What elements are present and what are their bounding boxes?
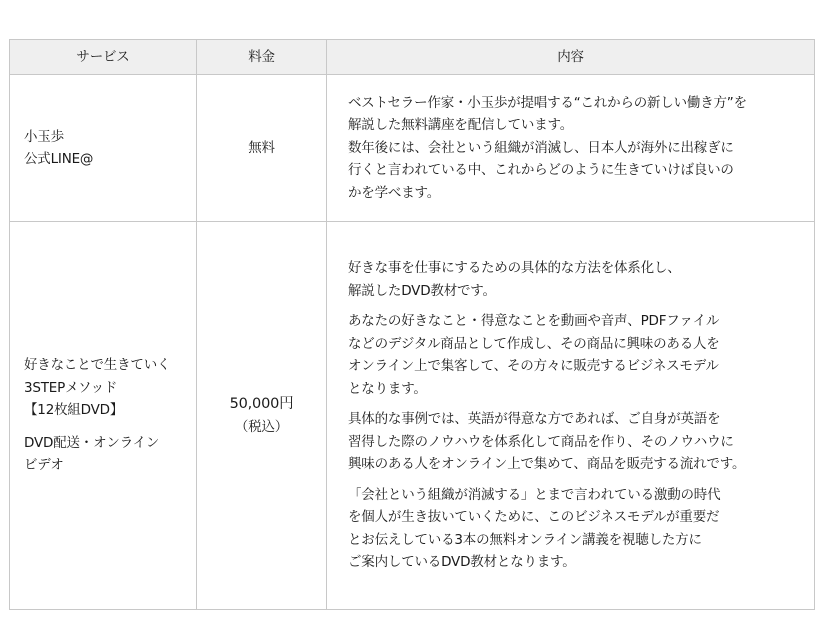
table-row (10, 222, 815, 610)
content-line: 好きな事を仕事にするための具体的な方法を体系化し、 (348, 260, 681, 277)
header-fee: 料金 (197, 40, 327, 75)
content-line: 解説したDVD教材です。 (348, 282, 496, 299)
content-line: 「会社という組織が消滅する」とまで言われている激動の時代 (348, 486, 721, 503)
content-line: となります。 (348, 380, 427, 397)
service-table (9, 39, 815, 610)
content-cell (327, 75, 815, 222)
fee-cell (197, 75, 327, 222)
service-delivery-line: ビデオ (24, 457, 64, 474)
content-paragraph (348, 484, 810, 574)
service-name-line: 3STEPメソッド (24, 379, 118, 396)
service-name-line: 公式LINE@ (24, 151, 94, 167)
service-delivery-line: DVD配送・オンライン (24, 434, 160, 451)
content-line: ベストセラー作家・小玉歩が提唱する“これからの新しい働き方”を (348, 94, 747, 111)
content-paragraph (348, 408, 810, 476)
content-line: 解説した無料講座を配信しています。 (348, 117, 574, 134)
fee-cell (197, 222, 327, 610)
fee-value: 50,000円 (229, 396, 294, 412)
content-paragraph (348, 310, 810, 400)
content-line: オンライン上で集客して、その方々に販売するビジネスモデル (348, 358, 719, 375)
content-line: 行くと言われている中、これからどのように生きていけば良いの (348, 162, 734, 179)
content-line: 数年後には、会社という組織が消滅し、日本人が海外に出稼ぎに (348, 139, 734, 156)
content-line: を個人が生き抜いていくために、このビジネスモデルが重要だ (348, 509, 720, 526)
content-paragraph (348, 92, 810, 205)
fee-tax-note: （税込） (234, 418, 289, 435)
header-content: 内容 (327, 40, 815, 75)
content-line: あなたの好きなこと・得意なことを動画や音声、PDFファイル (348, 313, 720, 330)
fee-value: 無料 (248, 139, 275, 156)
content-line: 興味のある人をオンライン上で集めて、商品を販売する流れです。 (348, 456, 746, 473)
content-line: とお伝えしている3本の無料オンライン講義を視聴した方に (348, 531, 702, 548)
content-paragraph (348, 257, 810, 302)
header-service: サービス (10, 40, 197, 75)
content-line: などのデジタル商品として作成し、その商品に興味のある人を (348, 335, 720, 352)
service-name-line: 小玉歩 (24, 128, 64, 145)
content-line: 習得した際のノウハウを体系化して商品を作り、そのノウハウに (348, 433, 734, 450)
table-header-row (10, 40, 815, 75)
content-cell (327, 222, 815, 610)
service-cell (10, 75, 197, 222)
service-name-line: 好きなことで生きていく (24, 357, 171, 374)
content-line: 具体的な事例では、英語が得意な方であれば、ご自身が英語を (348, 411, 721, 428)
content-line: かを学べます。 (348, 184, 441, 201)
service-cell (10, 222, 197, 610)
content-line: ご案内しているDVD教材となります。 (348, 554, 576, 571)
table-row (10, 75, 815, 222)
service-name-line: 【12枚組DVD】 (24, 402, 124, 419)
